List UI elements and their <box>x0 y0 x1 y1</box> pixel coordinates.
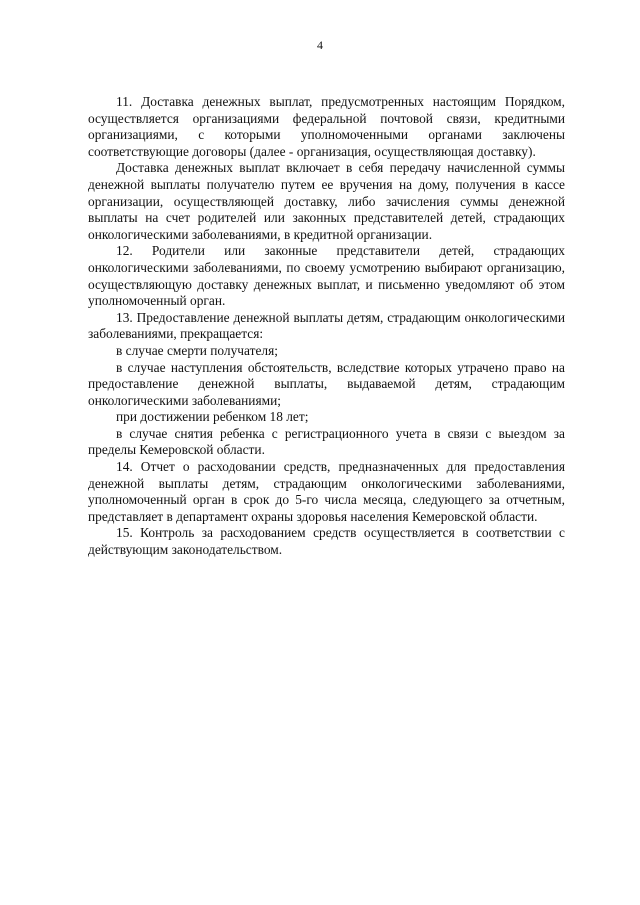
condition-age-18: при достижении ребенком 18 лет; <box>116 409 309 425</box>
condition-deregistration: в случае снятия ребенка с регистрационного учета в связи с выездом за пределы Кемеровской области. <box>88 425 565 458</box>
document-body <box>88 94 565 559</box>
paragraph-13: 13. Предоставление денежной выплаты детям, страдающим онкологическими заболеваниями, прекращается: <box>88 309 565 342</box>
paragraph-11: 11. Доставка денежных выплат, предусмотренных настоящим Порядком, осуществляется организациями федеральной почтовой связи, кредитными организациями, с которыми уполномоченными органами заключены соответствующие договоры (далее - организация, осуществляющая доставку). <box>88 94 565 159</box>
paragraph-12: 12. Родители или законные представители детей, страдающих онкологическими заболеваниями, по своему усмотрению выбирают организацию, осуществляющую доставку денежных выплат, и письменно уведомляют об этом уполномоченный орган. <box>88 243 565 309</box>
condition-death: в случае смерти получателя; <box>116 342 278 358</box>
page-number: 4 <box>317 38 323 52</box>
paragraph-delivery-details: Доставка денежных выплат включает в себя передачу начисленной суммы денежной выплаты получателю путем ее вручения на дому, получения в кассе организации, осуществляющей доставку, либо зачисления суммы денежной выплаты на счет родителей или законных представителей детей, страдающих онкологическими заболеваниями, в кредитной организации. <box>88 160 565 242</box>
paragraph-14: 14. Отчет о расходовании средств, предназначенных для предоставления денежной выплаты детям, страдающим онкологическими заболеваниями, уполномоченный орган в срок до 5-го числа месяца, следующего за отчетным, представляет в департамент охраны здоровья населения Кемеровской области. <box>88 459 565 524</box>
condition-loss-of-right: в случае наступления обстоятельств, вследствие которых утрачено право на предоставление денежной выплаты, выдаваемой детям, страдающим онкологическими заболеваниями; <box>88 359 565 408</box>
paragraph-15: 15. Контроль за расходованием средств осуществляется в соответствии с действующим законодательством. <box>88 525 565 558</box>
